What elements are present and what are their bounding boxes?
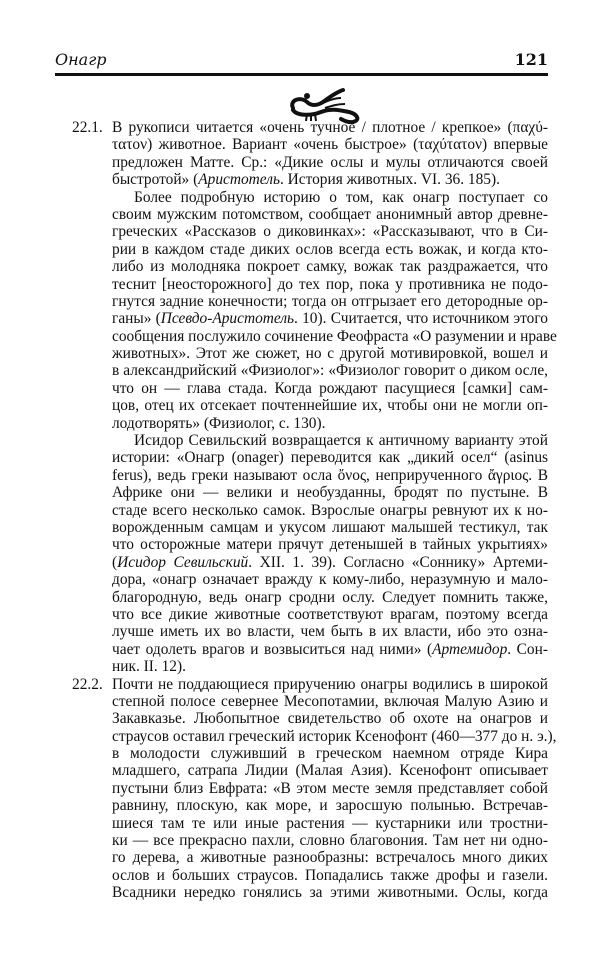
text-line: шиеся там те или иные растения — кустарники или тростни- — [112, 814, 548, 832]
text-line: лодотворять» (Физиолог, с. 130). — [112, 414, 326, 432]
text-line: что все дикие животные соответствуют врагам, поэтому всегда — [112, 605, 548, 623]
note-paragraph — [112, 188, 557, 432]
text-line: либо из молодняка покроет самку, вожак так раздражается, что — [112, 258, 548, 276]
text-line: своим мужским потомством, сообщает анонимный автор древне- — [112, 205, 548, 223]
text-line: цов, отец их отсекает почтеннейшие их, чтобы они не могли оп- — [112, 397, 548, 415]
text-line: Африке они — велики и необузданны, бродят по пустыне. В — [112, 484, 548, 502]
text-segment: чает одолеть врагов и возвыситься над ними» ( — [112, 640, 433, 658]
text-segment: ганы» ( — [112, 310, 161, 328]
running-header — [55, 50, 548, 72]
text-line: ворожденным самцам и укусом лишают малышей тестикул, так — [112, 518, 548, 536]
text-line: Почти не поддающиеся приручению онагры водились в широкой — [112, 675, 548, 693]
text-line: Исидор Севильский возвращается к античному варианту этой — [134, 432, 548, 450]
text-line: стаде всего несколько самок. Взрослые онагры ревнуют их к но- — [112, 501, 548, 519]
text-line — [112, 554, 548, 571]
citation-author: Псевдо-Аристотель — [160, 310, 295, 328]
text-line: Более подробную историю о том, как онагр поступает со — [134, 188, 548, 206]
text-line: го дерева, а животные разнообразны: встречалось много диких — [112, 849, 548, 867]
note-paragraph — [72, 119, 548, 189]
text-line — [112, 310, 548, 327]
text-segment: . XII. 1. 39). Согласно «Соннику» Артеми- — [248, 553, 548, 571]
page-number: 121 — [514, 50, 548, 69]
text-line — [112, 171, 548, 188]
text-line: страусов оставил греческий историк Ксенофонт (460—377 до н. э.), — [112, 727, 557, 745]
text-line: степной полосе севернее Месопотамии, включая Малую Азию и — [112, 692, 548, 710]
text-line: рии в каждом стаде диких ослов всегда есть вожак, и когда кто- — [112, 240, 548, 258]
note-number: 22.2. — [72, 675, 103, 693]
text-line: лучше иметь их во власти, чем быть в их власти, ибо это озна- — [112, 623, 548, 641]
text-line: сообщения послужило сочинение Феофраста «О разумении и нраве — [112, 327, 557, 345]
text-segment: ( — [112, 553, 118, 571]
running-title: Онагр — [55, 50, 107, 69]
text-segment: . История животных. VI. 36. 185). — [279, 171, 500, 189]
text-line: благородную, ведь онагр сродни ослу. Следует помнить также, — [112, 588, 548, 606]
text-line: в молодости служивший в греческом наемном отряде Кира — [112, 745, 548, 763]
text-line: что он — глава стада. Когда рождают пасущиеся [самки] сам- — [112, 379, 548, 397]
text-segment: . 10). Считается, что источником этого — [294, 310, 548, 328]
text-line: истории: «Онагр (onager) переводится как „дикий осел“ (asinus — [112, 449, 548, 467]
note-paragraph — [112, 432, 548, 675]
note-paragraph — [72, 675, 557, 902]
header-rule — [55, 73, 548, 76]
text-line: ки — все прекрасно пахли, словно благовония. Там нет ни одно- — [112, 832, 548, 850]
text-line: Всадники нередко гонялись за этими животными. Ослы, когда — [112, 884, 548, 902]
text-line: что осторожные матери прячут детенышей в тайных укрытиях» — [112, 536, 548, 554]
text-line: пустыни близ Евфрата: «В этом месте земля представляет собой — [112, 779, 548, 797]
text-segment: быстротой» ( — [112, 171, 199, 189]
text-line: ferus), ведь греки называют осла ὄνος, неприрученного ἄγριος. В — [112, 466, 548, 484]
text-line: равнину, плоскую, как море, и заросшую полынью. Встречав- — [112, 797, 548, 815]
text-line: ослов и больших страусов. Попадались также дрофы и газели. — [112, 866, 548, 884]
citation-author: Аристотель — [198, 171, 280, 189]
notes-body — [72, 119, 557, 902]
note-number: 22.1. — [72, 119, 103, 136]
text-line: греческих «Рассказов о диковинках»: «Рассказывают, что в Си- — [112, 223, 548, 241]
text-line: младшего, сатрапа Лидии (Малая Азия). Ксенофонт описывает — [112, 762, 548, 780]
text-line: ник. II. 12). — [112, 658, 186, 676]
text-segment: . Сон- — [507, 640, 548, 658]
citation-author: Исидор Севильский — [117, 553, 249, 571]
text-line: τατον) животное. Вариант «очень быстрое» (ταχύτατον) впервые — [112, 136, 548, 154]
text-line: гнутся задние конечности; тогда он отгрызает его детородные ор- — [112, 292, 548, 310]
text-line — [112, 641, 548, 658]
text-line: В рукописи читается «очень тучное / плотное / крепкое» (παχύ- — [112, 119, 548, 136]
text-line: дора, «онагр означает вражду к кому-либо, неразумную и мало- — [112, 571, 548, 589]
text-line: предложен Матте. Ср.: «Дикие ослы и мулы отличаются своей — [112, 153, 548, 171]
citation-author: Артемидор — [432, 640, 508, 658]
text-line: в александрийский «Физиолог»: «Физиолог говорит о диком осле, — [112, 362, 548, 380]
text-line: животных». Этот же сюжет, но с другой мотивировкой, вошел и — [112, 345, 548, 363]
text-line: Закавказье. Любопытное свидетельство об охоте на онагров и — [112, 710, 548, 728]
text-line: теснит [неосторожного] до тех пор, пока у противника не подо- — [112, 275, 548, 293]
